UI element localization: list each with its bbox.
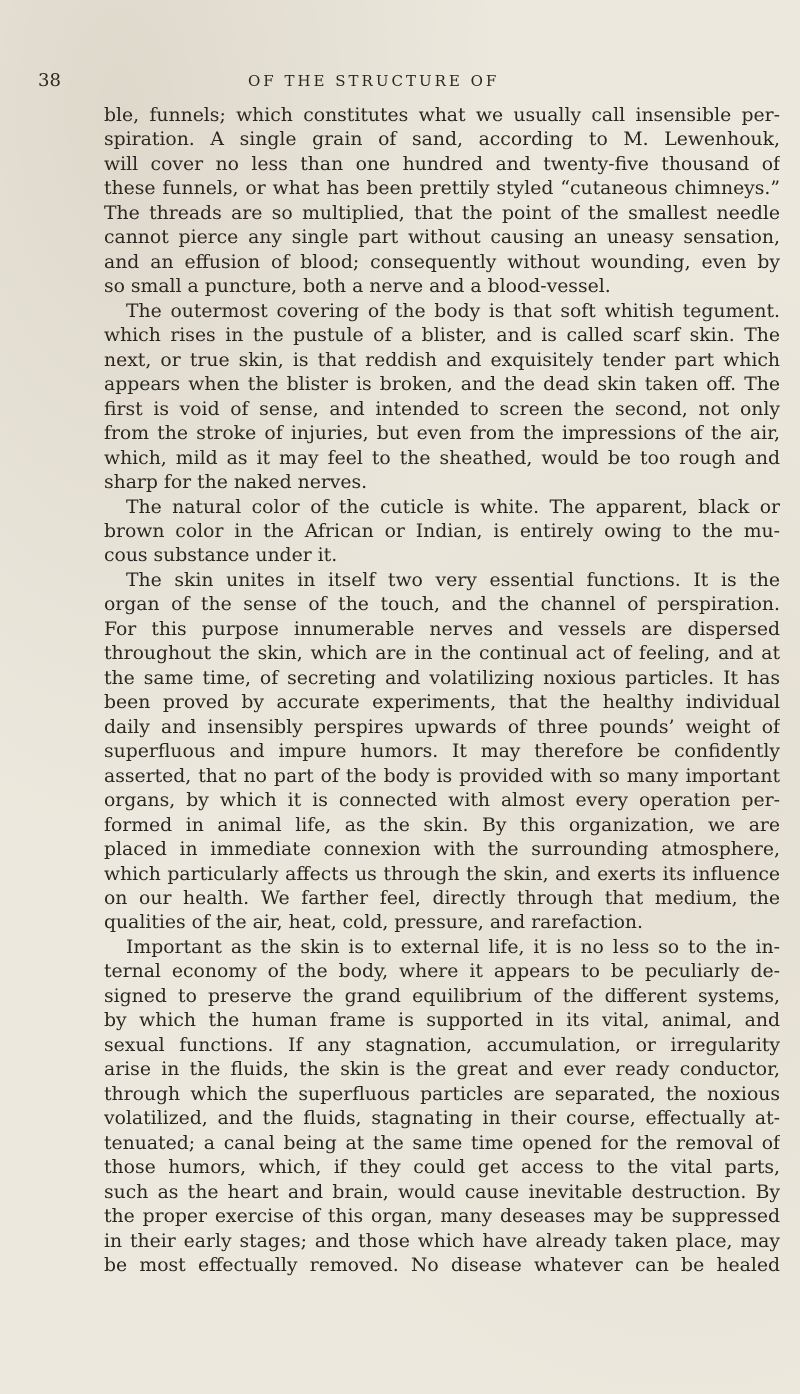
text-line: so small a puncture, both a nerve and a blood-vessel.	[104, 276, 611, 298]
text-line: throughout the skin, which are in the continual act of feeling, and at	[104, 643, 780, 665]
text-line: spiration. A single grain of sand, according to M. Lewenhouk,	[104, 129, 780, 151]
text-line: arise in the fluids, the skin is the great and ever ready conductor,	[104, 1059, 780, 1081]
text-line: placed in immediate connexion with the surrounding atmosphere,	[104, 839, 780, 861]
text-line: which particularly affects us through the skin, and exerts its influence	[104, 863, 780, 885]
text-line: cannot pierce any single part without causing an uneasy sensation,	[104, 227, 780, 249]
page-header	[38, 70, 758, 96]
text-line: sharp for the naked nerves.	[104, 472, 368, 494]
text-line: appears when the blister is broken, and the dead skin taken off. The	[104, 374, 780, 396]
page-number: 38	[38, 70, 61, 91]
text-line: ble, funnels; which constitutes what we usually call insensible per-	[104, 105, 780, 126]
text-line: The outermost covering of the body is that soft whitish tegument.	[126, 300, 780, 322]
text-line: ternal economy of the body, where it appears to be peculiarly de-	[104, 961, 780, 983]
text-line: organs, by which it is connected with almost every operation per-	[104, 790, 780, 812]
text-line: be most effectually removed. No disease whatever can be healed	[104, 1255, 780, 1277]
text-line: these funnels, or what has been prettily styled “cutaneous chimneys.”	[104, 178, 780, 200]
text-line: the proper exercise of this organ, many deseases may be suppressed	[104, 1206, 780, 1228]
body-text	[104, 104, 780, 1279]
text-line: been proved by accurate experiments, that the healthy individual	[104, 692, 780, 714]
text-line: asserted, that no part of the body is provided with so many important	[104, 765, 780, 787]
text-line: signed to preserve the grand equilibrium of the different systems,	[104, 985, 780, 1007]
text-line: volatilized, and the fluids, stagnating in their course, effectually at-	[104, 1108, 780, 1130]
text-line: which, mild as it may feel to the sheathed, would be too rough and	[104, 447, 780, 469]
text-line: and an effusion of blood; consequently without wounding, even by	[104, 251, 780, 273]
text-line: qualities of the air, heat, cold, pressure, and rarefaction.	[104, 912, 643, 934]
text-line: formed in animal life, as the skin. By this organization, we are	[104, 814, 780, 836]
text-line: on our health. We farther feel, directly through that medium, the	[104, 888, 780, 909]
text-line: the same time, of secreting and volatilizing noxious particles. It has	[104, 667, 780, 689]
text-line: next, or true skin, is that reddish and exquisitely tender part which	[104, 349, 780, 371]
text-line: Important as the skin is to external life, it is no less so to the in-	[126, 936, 780, 958]
text-line: cous substance under it.	[104, 545, 338, 567]
text-line: The skin unites in itself two very essential functions. It is the	[126, 569, 780, 591]
text-line: by which the human frame is supported in its vital, animal, and	[104, 1010, 780, 1032]
text-line: which rises in the pustule of a blister, and is called scarf skin. The	[104, 325, 780, 347]
text-line: first is void of sense, and intended to screen the second, not only	[104, 398, 780, 420]
text-line: The threads are so multiplied, that the point of the smallest needle	[104, 202, 780, 224]
text-line: organ of the sense of the touch, and the channel of perspiration.	[104, 594, 780, 616]
text-line: The natural color of the cuticle is white. The apparent, black or	[126, 496, 780, 518]
text-line: from the stroke of injuries, but even from the impressions of the air,	[104, 423, 780, 445]
text-line: daily and insensibly perspires upwards of three pounds’ weight of	[104, 716, 780, 738]
text-line: sexual functions. If any stagnation, accumulation, or irregularity	[104, 1034, 780, 1056]
text-line: those humors, which, if they could get access to the vital parts,	[104, 1157, 780, 1179]
running-head: OF THE STRUCTURE OF	[248, 72, 500, 90]
text-line: through which the superfluous particles are separated, the noxious	[104, 1083, 780, 1105]
text-line: tenuated; a canal being at the same time opened for the removal of	[104, 1132, 780, 1154]
text-line: in their early stages; and those which have already taken place, may	[104, 1230, 780, 1252]
text-line: brown color in the African or Indian, is entirely owing to the mu-	[104, 520, 780, 542]
text-line: will cover no less than one hundred and twenty-five thousand of	[104, 153, 780, 175]
text-line: such as the heart and brain, would cause inevitable destruction. By	[104, 1181, 780, 1203]
text-line: For this purpose innumerable nerves and vessels are dispersed	[104, 618, 780, 640]
text-line: superfluous and impure humors. It may therefore be confidently	[104, 741, 780, 763]
